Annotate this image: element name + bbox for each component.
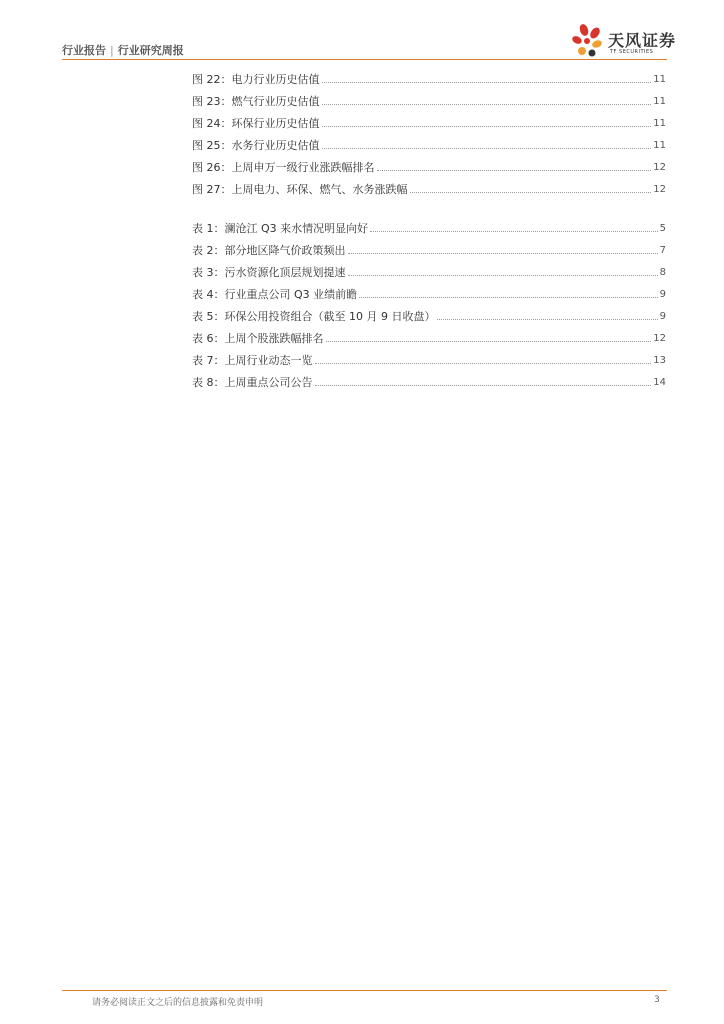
toc-entry-label: 表 4：行业重点公司 Q3 业绩前瞻 <box>192 288 358 301</box>
toc-figure-row[interactable] <box>192 110 666 132</box>
toc-entry-label: 图 23：燃气行业历史估值 <box>192 95 320 108</box>
toc-entry-label: 表 6：上周个股涨跌幅排名 <box>192 332 324 345</box>
header-section-left: 行业报告 <box>62 44 106 57</box>
toc-table-row[interactable] <box>192 369 666 391</box>
toc-leader-dots <box>359 297 657 298</box>
toc-table-row[interactable] <box>192 259 666 281</box>
toc-entry-page: 12 <box>653 333 666 344</box>
footer-page-number: 3 <box>654 995 660 1005</box>
toc-entry-label: 表 7：上周行业动态一览 <box>192 354 313 367</box>
toc-figure-row[interactable] <box>192 66 666 88</box>
logo-flower-icon <box>568 22 608 60</box>
toc-leader-dots <box>315 385 652 386</box>
toc-table-row[interactable] <box>192 281 666 303</box>
table-list <box>192 215 666 391</box>
header-separator: | <box>110 44 114 57</box>
toc-figure-row[interactable] <box>192 132 666 154</box>
toc-entry-page: 13 <box>653 355 666 366</box>
toc-entry-page: 9 <box>659 289 666 300</box>
toc-entry-label: 图 25：水务行业历史估值 <box>192 139 320 152</box>
toc-table-row[interactable] <box>192 347 666 369</box>
logo-text: 天风证券 <box>608 31 677 50</box>
company-logo <box>568 22 678 60</box>
toc-entry-label: 图 26：上周申万一级行业涨跌幅排名 <box>192 161 375 174</box>
footer-divider <box>62 990 667 991</box>
toc-leader-dots <box>322 126 652 127</box>
toc-entry-label: 表 2：部分地区降气价政策频出 <box>192 244 346 257</box>
toc-leader-dots <box>437 319 657 320</box>
toc-leader-dots <box>322 104 652 105</box>
toc-figure-row[interactable] <box>192 176 666 198</box>
toc-entry-page: 11 <box>653 118 666 129</box>
toc-leader-dots <box>315 363 652 364</box>
toc-entry-page: 12 <box>653 162 666 173</box>
toc-leader-dots <box>322 82 652 83</box>
toc-entry-label: 图 27：上周电力、环保、燃气、水务涨跌幅 <box>192 183 408 196</box>
toc-entry-label: 表 8：上周重点公司公告 <box>192 376 313 389</box>
toc-entry-page: 7 <box>659 245 666 256</box>
header-divider <box>62 59 667 60</box>
toc-entry-label: 图 22：电力行业历史估值 <box>192 73 320 86</box>
toc-table-row[interactable] <box>192 215 666 237</box>
toc-entry-page: 11 <box>653 140 666 151</box>
toc-leader-dots <box>348 253 658 254</box>
toc-leader-dots <box>377 170 652 171</box>
page-header <box>0 0 724 62</box>
toc-entry-page: 11 <box>653 96 666 107</box>
toc-figure-row[interactable] <box>192 88 666 110</box>
toc-entry-page: 11 <box>653 74 666 85</box>
footer-disclaimer: 请务必阅读正文之后的信息披露和免责申明 <box>92 998 264 1008</box>
toc-table-row[interactable] <box>192 325 666 347</box>
toc-entry-label: 表 1：澜沧江 Q3 来水情况明显向好 <box>192 222 369 235</box>
header-section-labels <box>62 42 184 58</box>
toc-table-row[interactable] <box>192 303 666 325</box>
toc-leader-dots <box>410 192 652 193</box>
toc-entry-label: 图 24：环保行业历史估值 <box>192 117 320 130</box>
toc-leader-dots <box>322 148 652 149</box>
figure-list <box>192 66 666 198</box>
header-section-right: 行业研究周报 <box>117 44 184 57</box>
toc-entry-page: 5 <box>659 223 666 234</box>
toc-entry-label: 表 5：环保公用投资组合（截至 10 月 9 日收盘） <box>192 310 436 323</box>
toc-entry-page: 8 <box>659 267 666 278</box>
toc-entry-label: 表 3：污水资源化顶层规划提速 <box>192 266 346 279</box>
toc-entry-page: 14 <box>653 377 666 388</box>
toc-leader-dots <box>370 231 657 232</box>
toc-leader-dots <box>348 275 658 276</box>
toc-figure-row[interactable] <box>192 154 666 176</box>
toc-entry-page: 12 <box>653 184 666 195</box>
toc-leader-dots <box>326 341 652 342</box>
toc-table-row[interactable] <box>192 237 666 259</box>
logo-subtext: TF SECURITIES <box>610 49 654 55</box>
toc-entry-page: 9 <box>659 311 666 322</box>
